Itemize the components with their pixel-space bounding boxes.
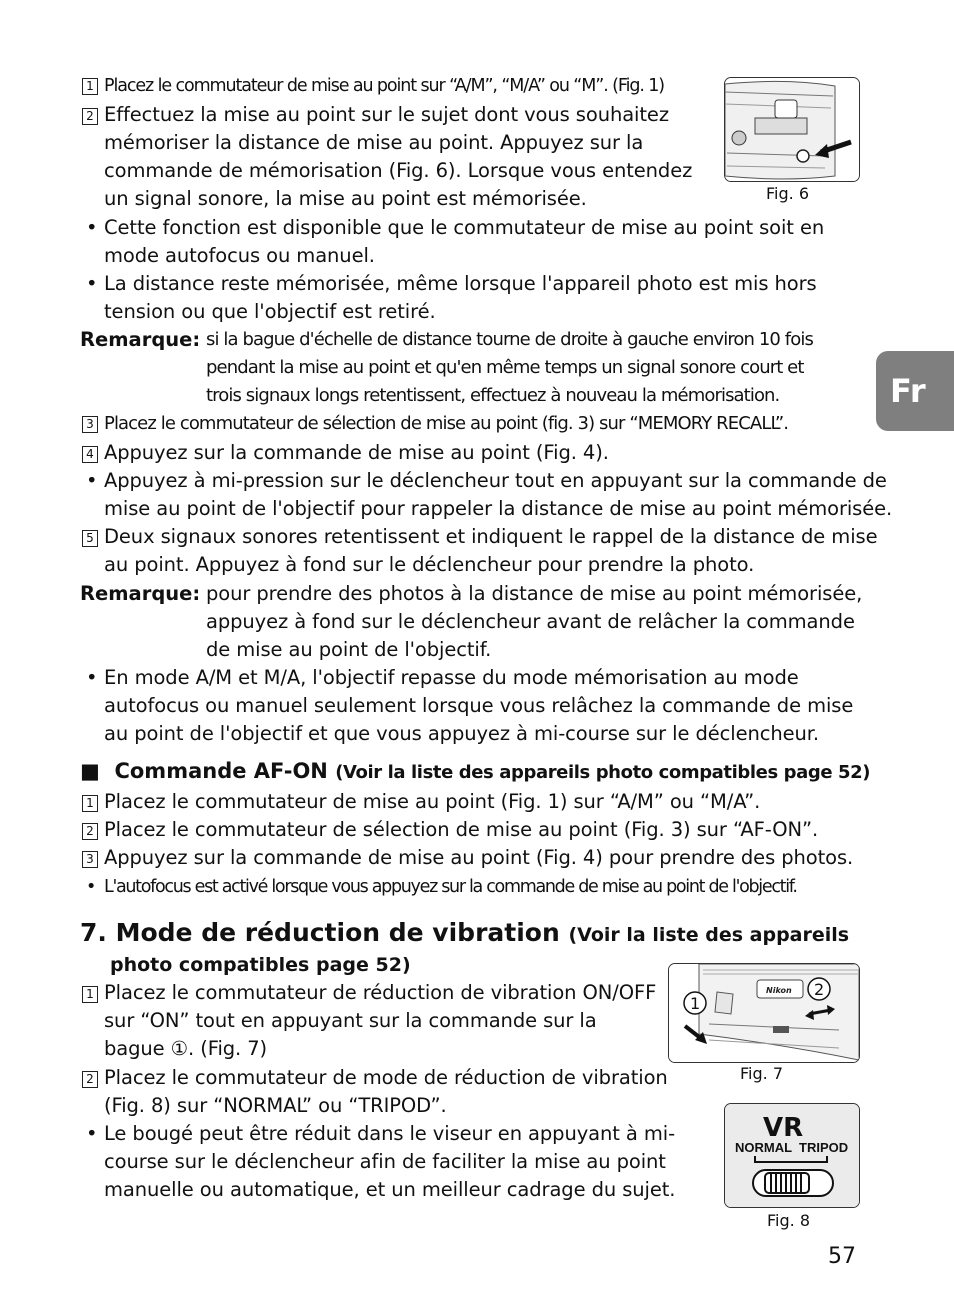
tripod-label: TRIPOD	[799, 1140, 849, 1155]
note-text: trois signaux longs retentissent, effectuez à nouveau la mémorisation.	[206, 385, 780, 406]
af-on-step-1: 1 Placez le commutateur de mise au point (Fig. 1) sur “A/M” ou “M/A”.	[82, 788, 760, 816]
step-number: 1	[82, 795, 98, 812]
bullet-text: manuelle ou automatique, et un meilleur cadrage du sujet.	[104, 1178, 676, 1201]
bullet-item: •	[86, 877, 96, 897]
lens-brand-label: Nikon	[766, 986, 792, 995]
step-number: 3	[82, 416, 98, 433]
af-on-step-3: 3 Appuyez sur la commande de mise au point (Fig. 4) pour prendre des photos.	[82, 844, 853, 872]
bullet-text: tension ou que l'objectif est retiré.	[104, 300, 436, 323]
bullet-text: mise au point de l'objectif pour rappeler la distance de mise au point mémorisée.	[104, 497, 893, 520]
bullet-text: Cette fonction est disponible que le commutateur de mise au point soit en	[104, 216, 825, 239]
language-tab: Fr	[876, 351, 954, 431]
step-2-cont: un signal sonore, la mise au point est mémorisée.	[104, 187, 587, 210]
page-number: 57	[828, 1244, 856, 1269]
vr-label: VR	[763, 1113, 804, 1143]
step-number: 3	[82, 851, 98, 868]
step-number: 2	[82, 823, 98, 840]
step-2: 2 Effectuez la mise au point sur le sujet dont vous souhaitez	[82, 101, 669, 129]
note-text: de mise au point de l'objectif.	[206, 638, 492, 661]
figure-7-image	[668, 963, 860, 1063]
vr-mode-switch-illustration	[725, 1104, 859, 1207]
vr-step-2-cont: (Fig. 8) sur “NORMAL” ou “TRIPOD”.	[104, 1094, 447, 1117]
lens-memory-button-illustration	[725, 78, 859, 181]
bullet-item: •	[86, 1122, 98, 1145]
step-5: 5 Deux signaux sonores retentissent et indiquent le rappel de la distance de mise	[82, 523, 877, 551]
bullet-text: course sur le déclencheur afin de faciliter la mise au point	[104, 1150, 666, 1173]
vr-step-2: 2 Placez le commutateur de mode de réduction de vibration	[82, 1064, 668, 1092]
figure-8-caption: Fig. 8	[767, 1211, 810, 1230]
step-number: 1	[82, 986, 98, 1003]
bullet-text: La distance reste mémorisée, même lorsque l'appareil photo est mis hors	[104, 272, 817, 295]
section-subheading-vr: photo compatibles page 52)	[110, 954, 411, 976]
note-text: si la bague d'échelle de distance tourne de droite à gauche environ 10 fois	[206, 329, 813, 350]
bullet-text: Le bougé peut être réduit dans le viseur en appuyant à mi-	[104, 1122, 676, 1145]
bullet-item: •	[86, 469, 98, 492]
bullet-text: En mode A/M et M/A, l'objectif repasse du mode mémorisation au mode	[104, 666, 799, 689]
marker-2: 2	[814, 980, 825, 999]
figure-6-image	[724, 77, 860, 182]
section-heading-vr: 7. Mode de réduction de vibration (Voir la liste des appareils	[80, 918, 850, 947]
bullet-text: L'autofocus est activé lorsque vous appuyez sur la commande de mise au point de l'objectif.	[104, 877, 797, 897]
bullet-text: mode autofocus ou manuel.	[104, 244, 375, 267]
figure-7-caption: Fig. 7	[740, 1064, 783, 1083]
af-on-step-2: 2 Placez le commutateur de sélection de mise au point (Fig. 3) sur “AF-ON”.	[82, 816, 818, 844]
step-2-cont: mémoriser la distance de mise au point. Appuyez sur la	[104, 131, 644, 154]
step-number: 5	[82, 530, 98, 547]
bullet-item: •	[86, 666, 98, 689]
step-4: 4 Appuyez sur la commande de mise au point (Fig. 4).	[82, 439, 609, 467]
step-number: 4	[82, 446, 98, 463]
note-text: pour prendre des photos à la distance de mise au point mémorisée,	[206, 582, 863, 605]
step-number: 1	[82, 78, 98, 95]
figure-6-caption: Fig. 6	[766, 184, 809, 203]
note-label: Remarque:	[80, 328, 201, 351]
step-number: 2	[82, 108, 98, 125]
step-1: 1 Placez le commutateur de mise au point sur “A/M”, “M/A” ou “M”. (Fig. 1)	[82, 72, 664, 100]
bullet-text: Appuyez à mi-pression sur le déclencheur tout en appuyant sur la commande de	[104, 469, 887, 492]
section-heading-af-on: ■ Commande AF-ON (Voir la liste des appareils photo compatibles page 52)	[80, 759, 871, 783]
step-2-cont: commande de mémorisation (Fig. 6). Lorsque vous entendez	[104, 159, 693, 182]
step-5-cont: au point. Appuyez à fond sur le déclencheur pour prendre la photo.	[104, 553, 755, 576]
vr-step-1-cont: sur “ON” tout en appuyant sur la commande sur la	[104, 1009, 597, 1032]
note-text: appuyez à fond sur le déclencheur avant de relâcher la commande	[206, 610, 855, 633]
marker-1: 1	[690, 994, 701, 1013]
bullet-text: autofocus ou manuel seulement lorsque vous relâchez la commande de mise	[104, 694, 854, 717]
bullet-text: au point de l'objectif et que vous appuyez à mi-course sur le déclencheur.	[104, 722, 820, 745]
vr-step-1-cont: bague ①. (Fig. 7)	[104, 1037, 268, 1060]
bullet-item: •	[86, 216, 98, 239]
step-3: 3 Placez le commutateur de sélection de mise au point (fig. 3) sur “MEMORY RECALL”.	[82, 410, 788, 438]
figure-8-image	[724, 1103, 860, 1208]
note-label: Remarque:	[80, 582, 201, 605]
note-text: pendant la mise au point et qu'en même temps un signal sonore court et	[206, 357, 804, 378]
lens-vr-switch-illustration	[669, 964, 859, 1062]
normal-label: NORMAL	[735, 1140, 793, 1155]
vr-step-1: 1 Placez le commutateur de réduction de vibration ON/OFF	[82, 979, 656, 1007]
step-number: 2	[82, 1071, 98, 1088]
bullet-item: •	[86, 272, 98, 295]
